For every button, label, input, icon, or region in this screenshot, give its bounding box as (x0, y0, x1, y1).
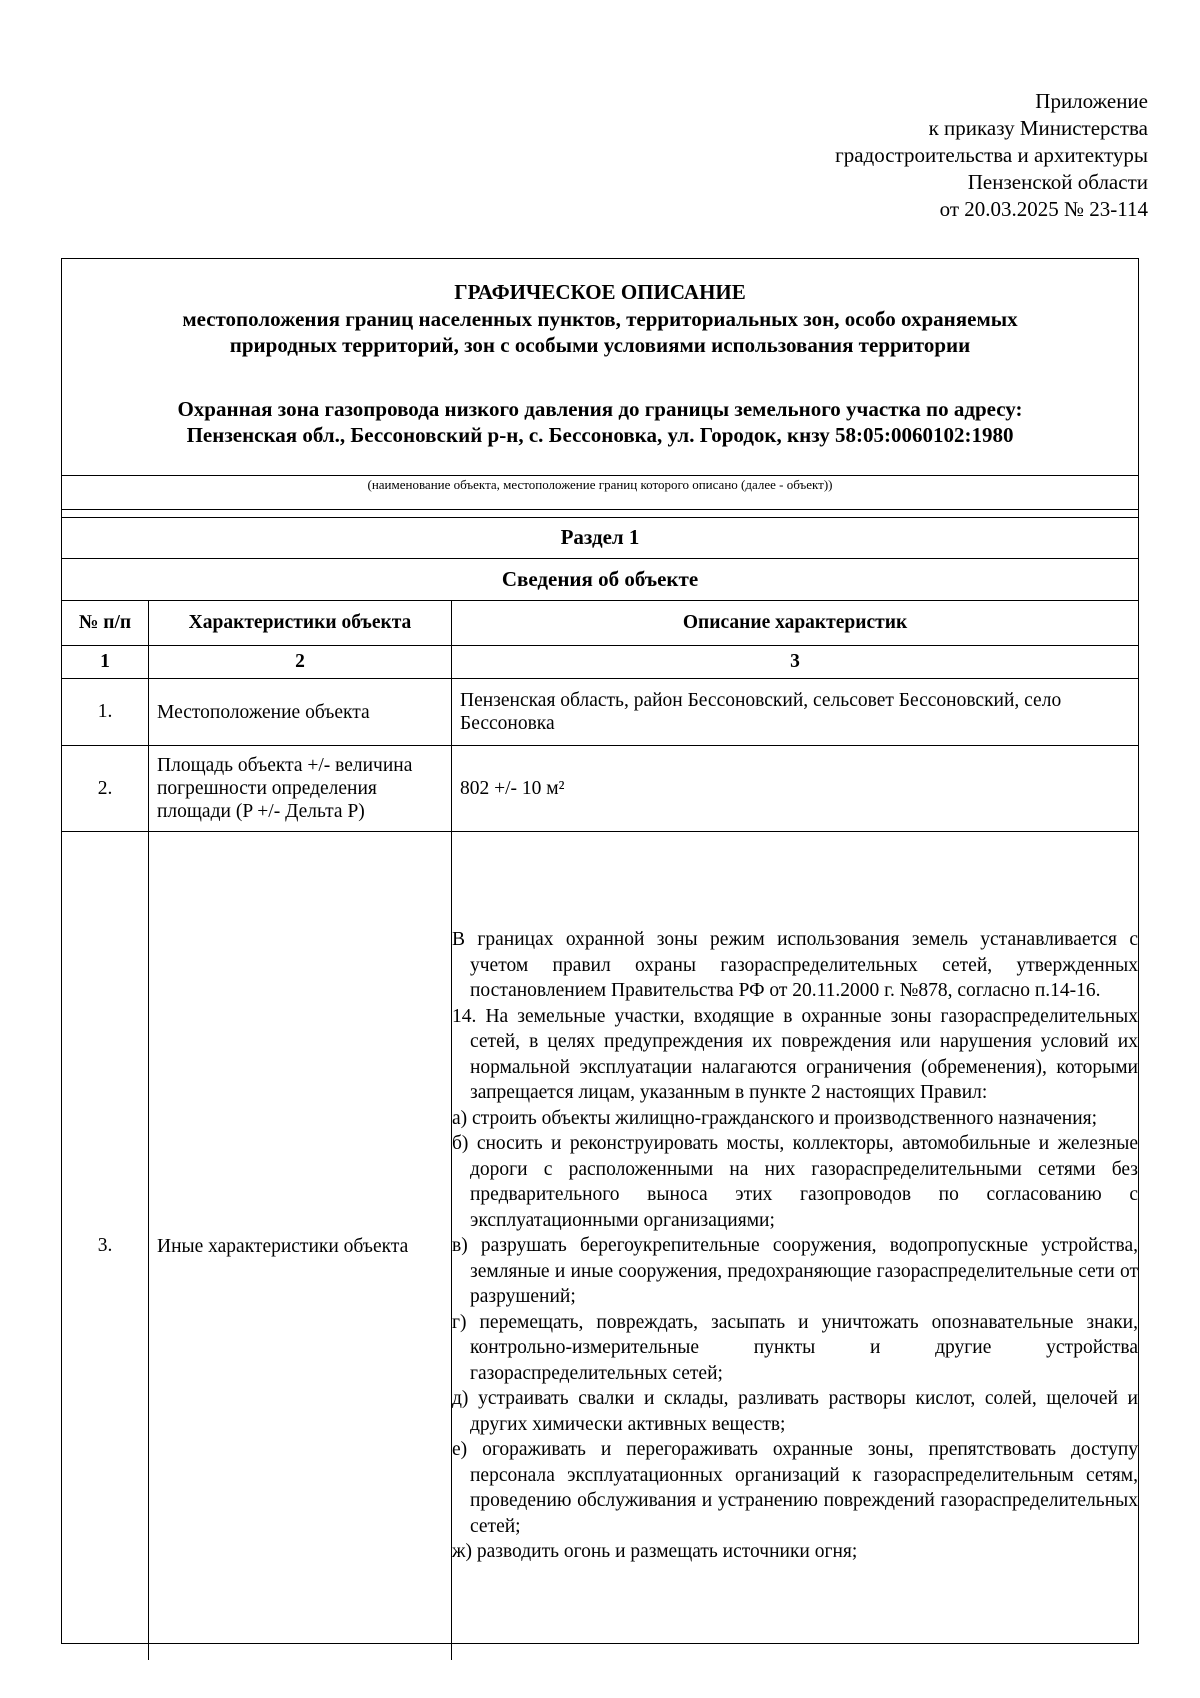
header-line: Приложение (1035, 89, 1148, 113)
object-name-line: Охранная зона газопровода низкого давления до границы земельного участка по адресу: (177, 397, 1023, 421)
restriction-paragraph: д) устраивать свалки и склады, разливать растворы кислот, солей, щелочей и других химически активных веществ; (452, 1388, 1138, 1435)
document-frame (61, 258, 1139, 1644)
characteristic-description (452, 832, 1139, 1661)
characteristic-description: Пензенская область, район Бессоновский, сельсовет Бессоновский, село Бессоновка (452, 679, 1139, 746)
column-number-row (62, 646, 1138, 679)
row-number: 1. (62, 679, 149, 746)
table-header-row (62, 601, 1138, 646)
characteristic-name: Площадь объекта +/- величина погрешности определения площади (P +/- Дельта P) (149, 746, 452, 832)
subtitle-line: местоположения границ населенных пунктов, территориальных зон, особо охраняемых (182, 307, 1018, 331)
header-line: от 20.03.2025 № 23-114 (939, 197, 1148, 221)
restriction-paragraph: е) огораживать и перегораживать охранные зоны, препятствовать доступу персонала эксплуатационных организаций к газораспределительным сетям, проведению обслуживания и устранению повреждений газораспределительных сетей; (452, 1439, 1138, 1537)
column-number: 1 (62, 646, 149, 679)
section-title: Раздел 1 (560, 525, 640, 549)
header-line: к приказу Министерства (928, 116, 1148, 140)
appendix-header (835, 88, 1148, 223)
title-block (62, 259, 1138, 475)
object-caption: (наименование объекта, местоположение границ которого описано (далее - объект)) (367, 477, 833, 492)
restriction-paragraph: В границах охранной зоны режим использования земель устанавливается с учетом правил охраны газораспределительных сетей, утвержденных постановлением Правительства РФ от 20.11.2000 г. №878, согласно п.14-16. (452, 929, 1138, 1002)
characteristic-name: Иные характеристики объекта (149, 832, 452, 1661)
header-cell: Характеристики объекта (149, 601, 452, 646)
header-line: градостроительства и архитектуры (835, 143, 1148, 167)
object-name-line: Пензенская обл., Бессоновский р-н, с. Бессоновка, ул. Городок, кнзу 58:05:0060102:1980 (186, 423, 1014, 447)
restriction-paragraph: 14. На земельные участки, входящие в охранные зоны газораспределительных сетей, в целях предупреждения их повреждения или нарушения условий их нормальной эксплуатации налагаются ограничения (обременения), которыми запрещается лицам, указанным в пункте 2 настоящих Правил: (452, 1005, 1138, 1104)
header-cell: Описание характеристик (452, 601, 1139, 646)
column-number: 3 (452, 646, 1139, 679)
document-title: ГРАФИЧЕСКОЕ ОПИСАНИЕ (454, 280, 746, 304)
characteristic-name: Местоположение объекта (149, 679, 452, 746)
row-number: 2. (62, 746, 149, 832)
table-row (62, 746, 1138, 832)
restriction-paragraph: ж) разводить огонь и размещать источники огня; (452, 1541, 858, 1563)
object-name (62, 396, 1138, 448)
column-number: 2 (149, 646, 452, 679)
restriction-paragraph: а) строить объекты жилищно-гражданского и производственного назначения; (452, 1107, 1098, 1129)
header-cell: № п/п (62, 601, 149, 646)
restriction-paragraph: в) разрушать берегоукрепительные сооружения, водопропускные устройства, земляные и иные сооружения, предохраняющие газораспределительные сети от разрушений; (452, 1235, 1138, 1308)
table-row (62, 832, 1138, 1661)
section-subtitle: Сведения об объекте (501, 567, 699, 591)
characteristic-description: 802 +/- 10 м² (452, 746, 1139, 832)
table-row (62, 679, 1138, 746)
object-info-table (62, 600, 1138, 1660)
document-subtitle (62, 306, 1138, 358)
divider (62, 509, 1138, 510)
header-line: Пензенской области (967, 170, 1148, 194)
subtitle-line: природных территорий, зон с особыми условиями использования территории (229, 333, 971, 357)
restriction-paragraph: б) сносить и реконструировать мосты, коллекторы, автомобильные и железные дороги с расположенными на них газораспределительными сетями без предварительного выноса этих газопроводов по согласованию с эксплуатационными организациями; (452, 1133, 1138, 1231)
restriction-paragraph: г) перемещать, повреждать, засыпать и уничтожать опознавательные знаки, контрольно-измерительные пункты и другие устройства газораспределительных сетей; (452, 1311, 1138, 1384)
row-number: 3. (62, 832, 149, 1661)
